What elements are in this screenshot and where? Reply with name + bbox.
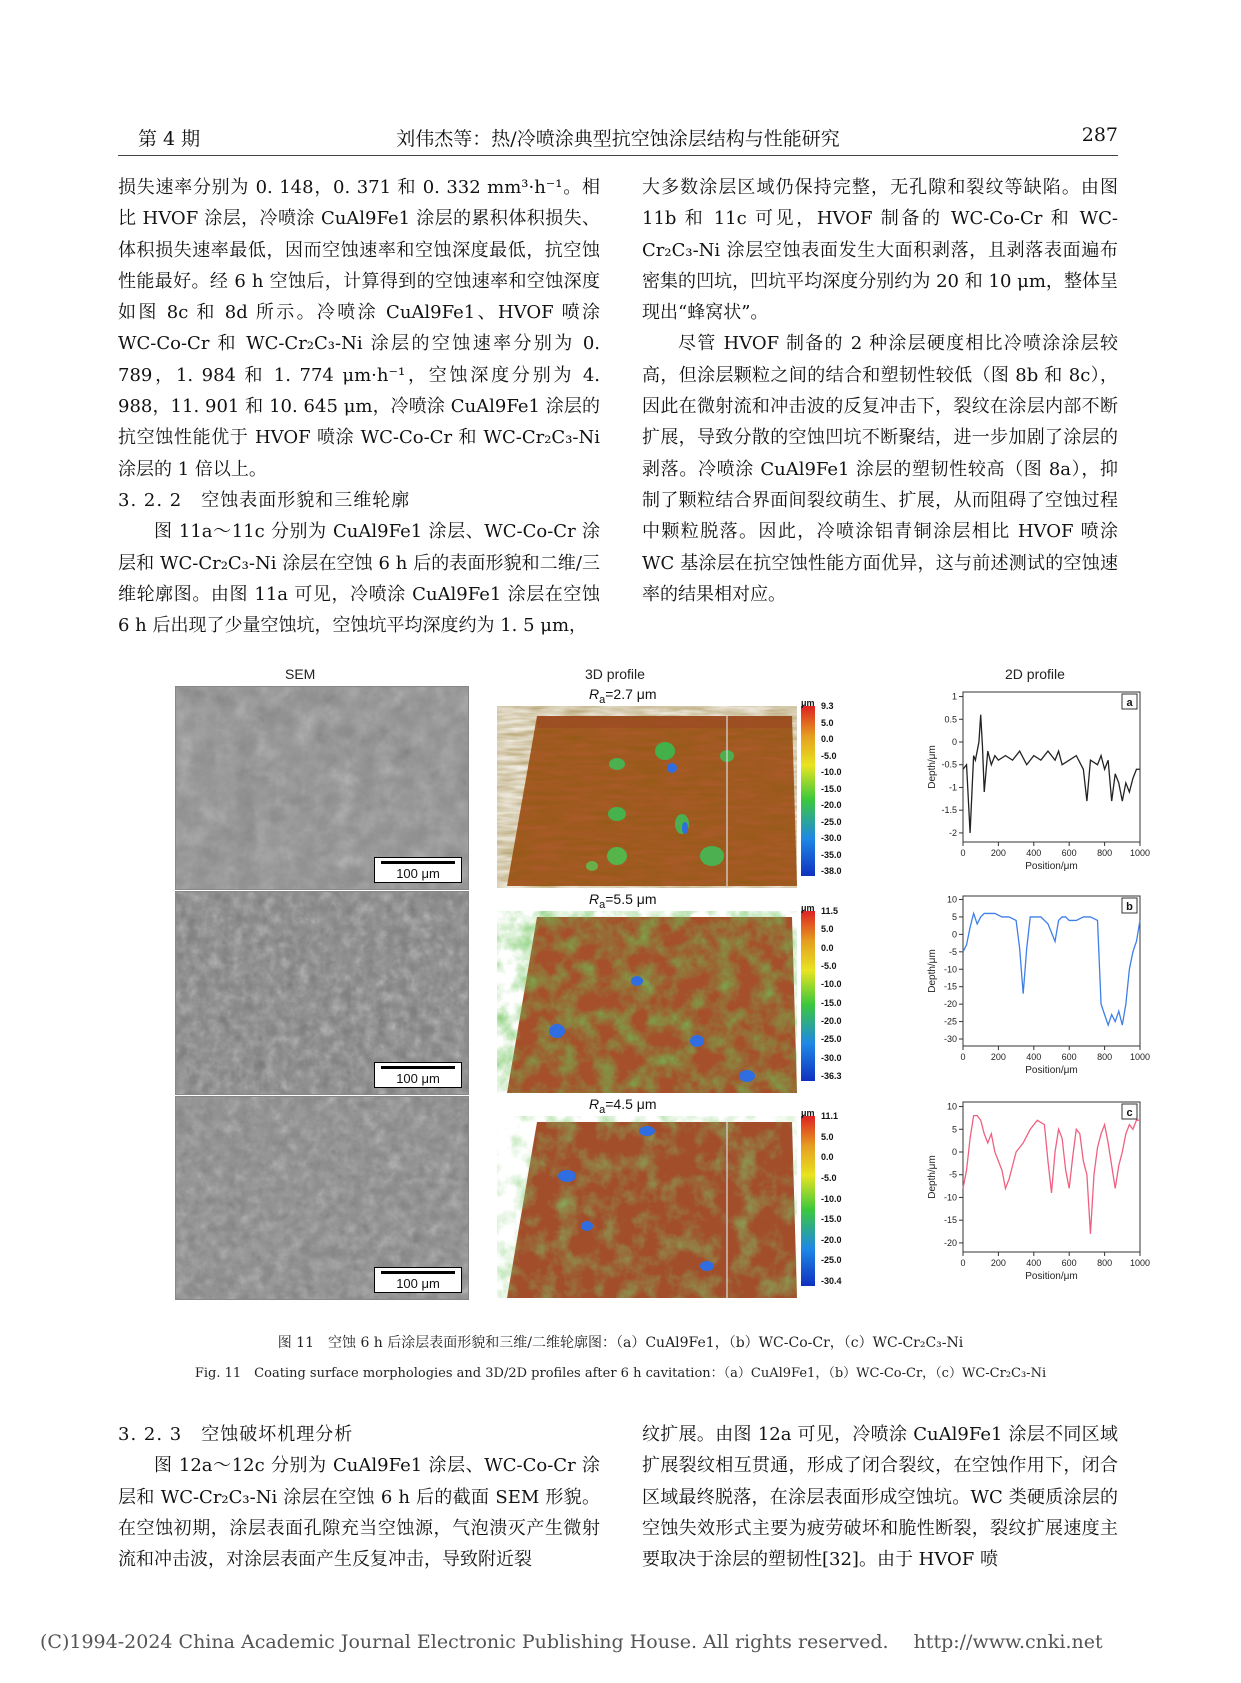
colorbar-ticks-a: [821, 701, 861, 876]
y-tick-label: -20: [943, 1237, 957, 1248]
colorbar-tick-label: 9.3: [821, 701, 834, 711]
colorbar-tick-label: 11.5: [821, 906, 839, 916]
colorbar-tick-label: -5.0: [821, 961, 837, 971]
plot-frame: [963, 692, 1140, 842]
plot-frame: [963, 896, 1140, 1046]
colorbar-tick-label: 5.0: [821, 717, 834, 728]
scale-bar: [374, 1062, 462, 1088]
y-tick-label: 0: [951, 1147, 957, 1157]
profile-line: [963, 913, 1140, 1025]
colorbar-tick-label: 11.1: [821, 1111, 839, 1121]
y-tick-label: -30: [943, 1034, 957, 1045]
3d-surface-a: [497, 706, 797, 888]
header-rule: [118, 155, 1118, 156]
3d-profile-b: [497, 891, 907, 1093]
y-tick-label: -5: [948, 1169, 957, 1180]
colorbar-tick-label: -25.0: [821, 1255, 842, 1266]
figure-caption-en: Fig. 11 Coating surface morphologies and 3D/2D profiles after 6 h cavitation：（a）CuAl9Fe1，（b）WC-Co-Cr，（c）WC-Cr₂C₃-Ni: [194, 1366, 1047, 1381]
3d-profile-c: [497, 1096, 907, 1298]
ra-label: $R_a=5.5$ μm: [589, 891, 657, 911]
profile-line: [963, 715, 1140, 833]
paragraph: 大多数涂层区域仍保持完整，无孔隙和裂纹等缺陷。由图 11b 和 11c 可见，HVOF 制备的 WC-Co-Cr 和 WC-Cr₂C₃-Ni 涂层空蚀表面发生大面积剥落，且剥落表面遍布密集的凹坑，凹坑平均深度分别约为 20 和 10 μm，整体呈现出“蜂窝状”。: [642, 177, 1118, 324]
scale-bar-label: 100 μm: [396, 866, 440, 881]
colorbar-a: [801, 706, 815, 876]
section-heading: 3. 2. 3 空蚀破坏机理分析: [118, 1424, 354, 1445]
x-tick-label: 600: [1061, 848, 1077, 858]
colorbar-tick-label: -5.0: [821, 750, 837, 761]
3d-surface-b: [497, 911, 797, 1093]
sem-image-c: [175, 1096, 469, 1300]
profile-line: [963, 1116, 1140, 1234]
right-column-2: [642, 1419, 1118, 1575]
y-tick-label: 0: [951, 737, 957, 747]
colorbar-c: [801, 1116, 815, 1286]
colorbar-tick-label: -30.4: [821, 1276, 842, 1286]
colorbar-tick-label: -10.0: [821, 1193, 842, 1204]
paragraph: 图 11a～11c 分别为 CuAl9Fe1 涂层、WC-Co-Cr 涂层和 WC-Cr₂C₃-Ni 涂层在空蚀 6 h 后的表面形貌和二维/三维轮廓图。由图 11a 可见，冷喷涂 CuAl9Fe1 涂层在空蚀 6 h 后出现了少量空蚀坑，空蚀坑平均深度约为 1. 5 μm，: [118, 521, 601, 637]
scale-bar: [374, 857, 462, 883]
y-axis-label: Depth/μm: [927, 949, 938, 993]
2d-profile-b: [925, 888, 1150, 1090]
copyright-footer: (C)1994-2024 China Academic Journal Electronic Publishing House. All rights reserved. http://www.cnki.net: [40, 1631, 1103, 1653]
ra-label: $R_a=2.7$ μm: [589, 686, 657, 706]
y-tick-label: -2: [948, 827, 957, 838]
colorbar-tick-label: 5.0: [821, 1131, 834, 1142]
y-tick-label: -5: [948, 946, 957, 957]
scale-bar: [374, 1267, 462, 1293]
x-tick-label: 800: [1097, 1258, 1113, 1268]
3d-column-title: 3D profile: [585, 666, 645, 682]
x-tick-label: 0: [960, 1258, 966, 1268]
panel-label: a: [1126, 697, 1133, 709]
y-tick-label: -15: [943, 981, 957, 992]
colorbar-tick-label: -10.0: [821, 979, 842, 990]
colorbar-tick-label: -15.0: [821, 1214, 842, 1225]
y-tick-label: -0.5: [941, 759, 957, 770]
left-column-2: [118, 1419, 600, 1575]
paragraph: 图 12a～12c 分别为 CuAl9Fe1 涂层、WC-Co-Cr 涂层和 WC-Cr₂C₃-Ni 涂层在空蚀 6 h 后的截面 SEM 形貌。在空蚀初期，涂层表面孔隙充当空蚀源，气泡溃灭产生微射流和冲击波，对涂层表面产生反复冲击，导致附近裂: [118, 1455, 600, 1571]
x-tick-label: 400: [1026, 1052, 1042, 1062]
colorbar-tick-label: 0.0: [821, 942, 834, 953]
colorbar-tick-label: -36.3: [821, 1071, 842, 1081]
colorbar-tick-label: -15.0: [821, 783, 842, 794]
x-tick-label: 200: [990, 1258, 1006, 1268]
3d-profile-a: [497, 686, 907, 888]
y-tick-label: 0.5: [944, 714, 957, 725]
x-tick-label: 200: [990, 1052, 1006, 1062]
ra-value: =4.5 μm: [605, 1096, 657, 1112]
colorbar-tick-label: 0.0: [821, 1152, 834, 1163]
x-tick-label: 0: [960, 848, 966, 858]
panel-label: b: [1126, 901, 1133, 913]
colorbar-tick-label: 5.0: [821, 924, 834, 935]
paragraph: 损失速率分别为 0. 148，0. 371 和 0. 332 mm³·h⁻¹。相比 HVOF 涂层，冷喷涂 CuAl9Fe1 涂层的累积体积损失、体积损失速率最低，因而空蚀速率和空蚀深度最低，抗空蚀性能最好。经 6 h 空蚀后，计算得到的空蚀速率和空蚀深度如图 8c 和 8d 所示。冷喷涂 CuAl9Fe1、HVOF 喷涂 WC-Co-Cr 和 WC-Cr₂C₃-Ni 涂层的空蚀速率分别为 0. 789，1. 984 和 1. 774 μm·h⁻¹，空蚀深度分别为 4. 988，11. 901 和 10. 645 μm，冷喷涂 CuAl9Fe1 涂层的抗空蚀性能优于 HVOF 喷涂 WC-Co-Cr 和 WC-Cr₂C₃-Ni 涂层的 1 倍以上。: [118, 177, 600, 480]
y-axis-label: Depth/μm: [927, 1155, 938, 1199]
line-chart-a: [925, 684, 1150, 889]
right-column: [642, 172, 1118, 610]
2d-profile-c: [925, 1094, 1150, 1296]
page-number: 287: [1081, 124, 1118, 146]
y-tick-label: 5: [951, 1124, 957, 1135]
x-axis-label: Position/μm: [1025, 861, 1078, 872]
y-tick-label: -10: [943, 1192, 957, 1203]
paragraph: 纹扩展。由图 12a 可见，冷喷涂 CuAl9Fe1 涂层不同区域扩展裂纹相互贯通，形成了闭合裂纹，在空蚀作用下，闭合区域最终脱落，在涂层表面形成空蚀坑。WC 类硬质涂层的空蚀失效形式主要为疲劳破坏和脆性断裂，裂纹扩展速度主要取决于涂层的塑韧性[32]。由于 HVOF 喷: [642, 1424, 1118, 1571]
scale-bar-label: 100 μm: [396, 1276, 440, 1291]
paragraph: 尽管 HVOF 制备的 2 种涂层硬度相比冷喷涂涂层较高，但涂层颗粒之间的结合和塑韧性较低（图 8b 和 8c），因此在微射流和冲击波的反复冲击下，裂纹在涂层内部不断扩展，导致分散的空蚀凹坑不断聚结，进一步加剧了涂层的剥落。冷喷涂 CuAl9Fe1 涂层的塑韧性较高（图 8a），抑制了颗粒结合界面间裂纹萌生、扩展，从而阻碍了空蚀过程中颗粒脱落。因此，冷喷涂铝青铜涂层相比 HVOF 喷涂 WC 基涂层在抗空蚀性能方面优异，这与前述测试的空蚀速率的结果相对应。: [642, 333, 1118, 605]
x-axis-label: Position/μm: [1025, 1271, 1078, 1282]
colorbar-tick-label: -30.0: [821, 1052, 842, 1063]
figure-caption-cn: 图 11 空蚀 6 h 后涂层表面形貌和三维/二维轮廓图：（a）CuAl9Fe1，（b）WC-Co-Cr，（c）WC-Cr₂C₃-Ni: [277, 1335, 964, 1351]
y-tick-label: 5: [951, 911, 957, 922]
colorbar-tick-label: -20.0: [821, 1016, 842, 1026]
colorbar-tick-label: -15.0: [821, 997, 842, 1008]
colorbar-unit: μm: [801, 1108, 815, 1118]
issue-label: 第 4 期: [138, 128, 201, 150]
colorbar-b: [801, 911, 815, 1081]
x-tick-label: 1000: [1129, 848, 1150, 858]
x-tick-label: 400: [1026, 1258, 1042, 1268]
sem-image-b: [175, 891, 469, 1095]
colorbar-tick-label: -35.0: [821, 849, 842, 860]
colorbar-tick-label: -20.0: [821, 1234, 842, 1245]
y-tick-label: 10: [946, 1101, 957, 1112]
sem-column-title: SEM: [285, 666, 316, 682]
2d-profile-a: [925, 684, 1150, 886]
running-title: 刘伟杰等：热/冷喷涂典型抗空蚀涂层结构与性能研究: [396, 128, 840, 150]
x-tick-label: 800: [1097, 848, 1113, 858]
colorbar-tick-label: -25.0: [821, 816, 842, 827]
y-tick-label: -15: [943, 1215, 957, 1226]
colorbar-ticks-c: [821, 1111, 861, 1286]
colorbar-ticks-b: [821, 906, 861, 1081]
y-tick-label: 0: [951, 929, 957, 940]
colorbar-unit: μm: [801, 698, 815, 708]
y-tick-label: 10: [946, 894, 957, 905]
2d-column-title: 2D profile: [1005, 666, 1065, 682]
colorbar-tick-label: 0.0: [821, 734, 834, 744]
x-tick-label: 1000: [1129, 1052, 1150, 1062]
colorbar-tick-label: -20.0: [821, 800, 842, 810]
x-tick-label: 600: [1061, 1258, 1077, 1268]
y-tick-label: -25: [943, 1016, 957, 1027]
page-header: [118, 124, 1118, 150]
ra-value: =5.5 μm: [605, 891, 657, 907]
x-tick-label: 600: [1061, 1052, 1077, 1062]
panel-label: c: [1126, 1107, 1133, 1119]
left-column: [118, 172, 600, 641]
ra-label: $R_a=4.5$ μm: [589, 1096, 657, 1116]
y-tick-label: -20: [943, 999, 957, 1010]
ra-value: =2.7 μm: [605, 686, 657, 702]
x-tick-label: 0: [960, 1052, 966, 1062]
y-tick-label: -1: [948, 782, 957, 793]
y-tick-label: 1: [951, 691, 957, 702]
figure-11: [165, 666, 1150, 1316]
x-tick-label: 800: [1097, 1052, 1113, 1062]
sem-image-a: [175, 686, 469, 890]
colorbar-tick-label: -10.0: [821, 767, 842, 777]
x-axis-label: Position/μm: [1025, 1065, 1078, 1076]
x-tick-label: 1000: [1129, 1258, 1150, 1268]
scale-bar-label: 100 μm: [396, 1071, 440, 1086]
colorbar-unit: μm: [801, 903, 815, 913]
colorbar-tick-label: -38.0: [821, 866, 842, 876]
colorbar-tick-label: -25.0: [821, 1034, 842, 1045]
y-axis-label: Depth/μm: [927, 745, 938, 789]
x-tick-label: 200: [990, 848, 1006, 858]
y-tick-label: -1.5: [941, 805, 957, 816]
line-chart-b: [925, 888, 1150, 1093]
colorbar-tick-label: -30.0: [821, 833, 842, 843]
y-tick-label: -10: [943, 964, 957, 975]
section-heading: 3. 2. 2 空蚀表面形貌和三维轮廓: [118, 489, 411, 511]
line-chart-c: [925, 1094, 1150, 1299]
3d-surface-c: [497, 1116, 797, 1298]
colorbar-tick-label: -5.0: [821, 1172, 837, 1183]
x-tick-label: 400: [1026, 848, 1042, 858]
